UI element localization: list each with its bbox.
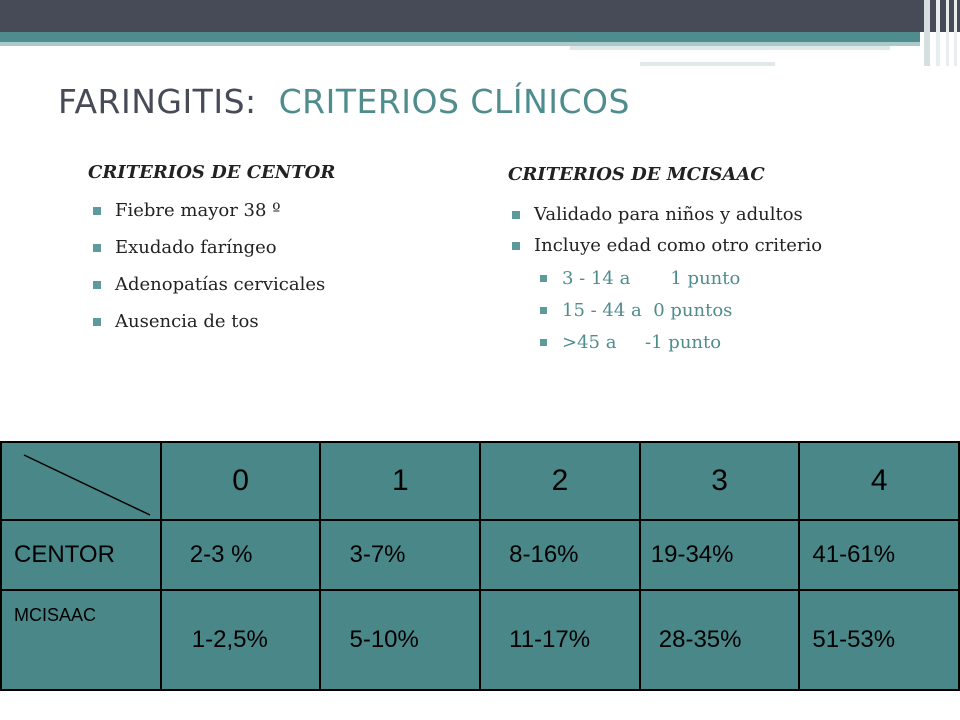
table-row: [1, 590, 959, 690]
table-cell: 28-35%: [640, 590, 800, 690]
table-corner-cell: [1, 442, 161, 520]
top-band-teal: [0, 32, 920, 42]
slide-title: [58, 82, 630, 121]
slide-title-sub: CRITERIOS CLÍNICOS: [278, 82, 630, 121]
table-cell: 11-17%: [480, 590, 640, 690]
table-cell: 5-10%: [320, 590, 480, 690]
list-item-text: Adenopatías cervicales: [115, 274, 326, 295]
centor-heading: CRITERIOS DE CENTOR: [88, 162, 336, 183]
list-item-text: 3 - 14 a 1 punto: [562, 268, 741, 289]
list-item-text: >45 a -1 punto: [562, 332, 722, 353]
top-decor-line: [570, 46, 890, 50]
list-item: [115, 274, 325, 311]
mcisaac-criteria-list: [534, 204, 822, 266]
bullet-icon: [93, 318, 101, 326]
table-cell: 2-3 %: [161, 520, 321, 590]
score-header: 4: [799, 442, 959, 520]
list-item-text: Exudado faríngeo: [115, 237, 277, 258]
list-item: [562, 268, 740, 300]
list-item: [115, 311, 325, 348]
list-item-text: Ausencia de tos: [115, 311, 259, 332]
table-cell: 1-2,5%: [161, 590, 321, 690]
table-cell: 19-34%: [640, 520, 800, 590]
bullet-icon: [540, 307, 547, 314]
mcisaac-heading: CRITERIOS DE MCISAAC: [508, 164, 765, 185]
row-label-centor: CENTOR: [1, 520, 161, 590]
score-header: 1: [320, 442, 480, 520]
row-label-mcisaac: MCISAAC: [1, 590, 161, 690]
list-item: [115, 237, 325, 274]
table-cell: 41-61%: [799, 520, 959, 590]
bullet-icon: [93, 207, 101, 215]
list-item: [115, 200, 325, 237]
bullet-icon: [540, 339, 547, 346]
bullet-icon: [540, 275, 547, 282]
top-band-dark: [0, 0, 960, 32]
bullet-icon: [93, 281, 101, 289]
score-header: 3: [640, 442, 800, 520]
list-item: [562, 300, 740, 332]
bullet-icon: [93, 244, 101, 252]
top-decor-line-short: [640, 62, 775, 66]
list-item: [534, 235, 822, 266]
corner-stripes: [920, 0, 960, 66]
table-header-row: [1, 442, 959, 520]
list-item-text: Incluye edad como otro criterio: [534, 235, 823, 256]
centor-criteria-list: [115, 200, 325, 348]
risk-table: [0, 441, 960, 691]
mcisaac-age-list: [562, 268, 740, 364]
table-cell: 8-16%: [480, 520, 640, 590]
list-item-text: Fiebre mayor 38 º: [115, 200, 281, 221]
slide-title-main: FARINGITIS:: [58, 82, 257, 121]
table-row: [1, 520, 959, 590]
bullet-icon: [512, 211, 520, 219]
list-item: [562, 332, 740, 364]
list-item: [534, 204, 822, 235]
score-header: 0: [161, 442, 321, 520]
table-cell: 51-53%: [799, 590, 959, 690]
list-item-text: 15 - 44 a 0 puntos: [562, 300, 733, 321]
table-cell: 3-7%: [320, 520, 480, 590]
corner-diagonal-line: [2, 443, 162, 519]
score-header: 2: [480, 442, 640, 520]
bullet-icon: [512, 242, 520, 250]
list-item-text: Validado para niños y adultos: [534, 204, 803, 225]
